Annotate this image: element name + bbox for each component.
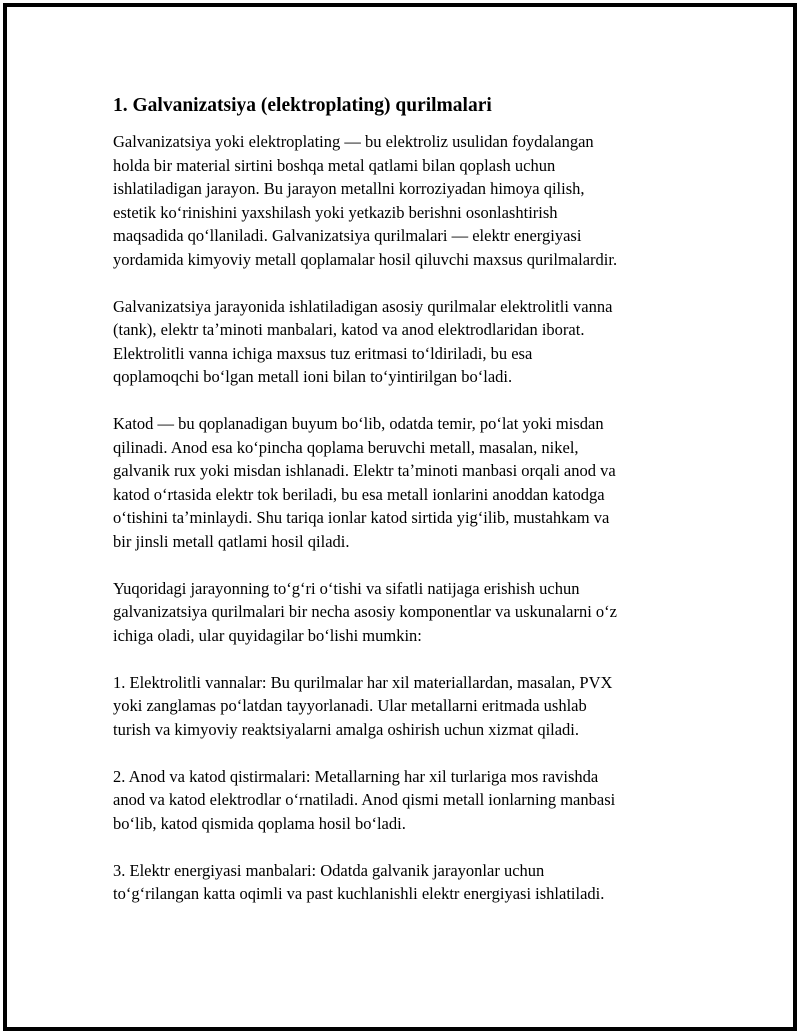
paragraph-cathode-anode: Katod — bu qoplanadigan buyum boʻlib, odatda temir, poʻlat yoki misdan qilinadi. Anod esa koʻpincha qoplama beruvchi metall, masalan, nikel, galvanik rux yoki misdan ishlanadi. Elektr taʼminoti manbasi orqali anod va katod oʻrtasida elektr tok beriladi, bu esa metall ionlarini anoddan katodga oʻtishini taʼminlaydi. Shu tariqa ionlar katod sirtida yigʻilib, mustahkam va bir jinsli metall qatlami hosil qiladi. xyxy=(113,414,616,551)
paragraph-intro: Galvanizatsiya yoki elektroplating — bu elektroliz usulidan foydalangan holda bir material sirtini boshqa metal qatlami bilan qoplash uchun ishlatiladigan jarayon. Bu jarayon metallni korroziyadan himoya qilish, estetik koʻrinishini yaxshilash yoki yetkazib berishni osonlashtirish maqsadida qoʻllaniladi. Galvanizatsiya qurilmalari — elektr energiyasi yordamida kimyoviy metall qoplamalar hosil qiluvchi maxsus qurilmalardir. xyxy=(113,132,618,269)
paragraph-equipment: Galvanizatsiya jarayonida ishlatiladigan asosiy qurilmalar elektrolitli vanna (tank), elektr taʼminoti manbalari, katod va anod elektrodlaridan iborat. Elektrolitli vanna ichiga maxsus tuz eritmasi toʻldiriladi, bu esa qoplamoqchi boʻlgan metall ioni bilan toʻyintirilgan boʻladi. xyxy=(113,296,613,386)
section-heading: 1. Galvanizatsiya (elektroplating) qurilmalari xyxy=(113,95,492,116)
list-item-power-sources: 3. Elektr energiyasi manbalari: Odatda galvanik jarayonlar uchun toʻgʻrilangan katta oqimli va past kuchlanishli elektr energiyasi ishlatiladi. xyxy=(113,860,605,903)
document-body xyxy=(113,92,693,929)
paragraph-components-intro: Yuqoridagi jarayonning toʻgʻri oʻtishi va sifatli natijaga erishish uchun galvanizatsiya qurilmalari bir necha asosiy komponentlar va uskunalarni oʻz ichiga oladi, ular quyidagilar boʻlishi mumkin: xyxy=(113,578,617,645)
list-item-anode-cathode: 2. Anod va katod qistirmalari: Metallarning har xil turlariga mos ravishda anod va katod elektrodlar oʻrnatiladi. Anod qismi metall ionlarning manbasi boʻlib, katod qismida qoplama hosil boʻladi. xyxy=(113,766,616,833)
list-item-electrolytic-baths: 1. Elektrolitli vannalar: Bu qurilmalar har xil materiallardan, masalan, PVX yoki zanglamas poʻlatdan tayyorlanadi. Ular metallarni eritmada ushlab turish va kimyoviy reaktsiyalarni amalga oshirish uchun xizmat qiladi. xyxy=(113,672,613,739)
